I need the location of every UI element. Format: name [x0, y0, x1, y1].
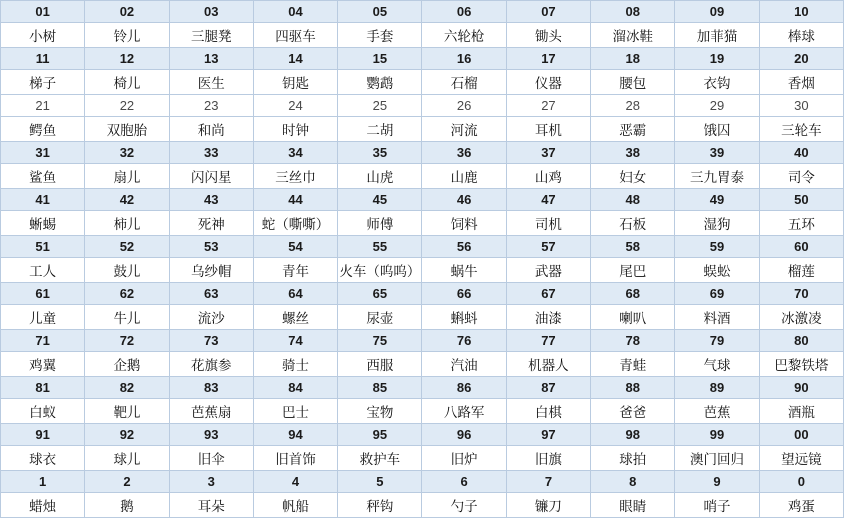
- number-cell: 05: [338, 1, 422, 23]
- number-cell: 08: [591, 1, 675, 23]
- number-cell: 97: [506, 424, 590, 446]
- number-cell: 8: [591, 471, 675, 493]
- number-cell: 1: [1, 471, 85, 493]
- number-cell: 80: [759, 330, 843, 352]
- number-cell: 74: [253, 330, 337, 352]
- number-cell: 62: [85, 283, 169, 305]
- number-cell: 87: [506, 377, 590, 399]
- number-cell: 95: [338, 424, 422, 446]
- word-cell: 汽油: [422, 352, 506, 377]
- word-cell: 哨子: [675, 493, 759, 518]
- word-cell: 榴莲: [759, 258, 843, 283]
- word-cell: 帆船: [253, 493, 337, 518]
- number-cell: 26: [422, 95, 506, 117]
- word-cell: 气球: [675, 352, 759, 377]
- number-row: [1, 142, 844, 164]
- word-cell: 巴士: [253, 399, 337, 424]
- word-cell: 闪闪星: [169, 164, 253, 189]
- word-cell: 蜗牛: [422, 258, 506, 283]
- number-cell: 43: [169, 189, 253, 211]
- word-cell: 饿囚: [675, 117, 759, 142]
- number-row: [1, 189, 844, 211]
- word-cell: 山鸡: [506, 164, 590, 189]
- word-cell: 椅儿: [85, 70, 169, 95]
- word-cell: 双胞胎: [85, 117, 169, 142]
- word-cell: 香烟: [759, 70, 843, 95]
- number-cell: 2: [85, 471, 169, 493]
- number-cell: 21: [1, 95, 85, 117]
- word-cell: 山虎: [338, 164, 422, 189]
- number-cell: 58: [591, 236, 675, 258]
- word-cell: 四驱车: [253, 23, 337, 48]
- number-cell: 61: [1, 283, 85, 305]
- number-cell: 36: [422, 142, 506, 164]
- word-cell: 蜈蚣: [675, 258, 759, 283]
- number-cell: 59: [675, 236, 759, 258]
- number-cell: 11: [1, 48, 85, 70]
- word-cell: 石板: [591, 211, 675, 236]
- word-cell: 扇儿: [85, 164, 169, 189]
- number-cell: 04: [253, 1, 337, 23]
- number-cell: 50: [759, 189, 843, 211]
- number-cell: 33: [169, 142, 253, 164]
- number-cell: 07: [506, 1, 590, 23]
- number-cell: 91: [1, 424, 85, 446]
- number-cell: 10: [759, 1, 843, 23]
- number-cell: 85: [338, 377, 422, 399]
- word-cell: 企鹅: [85, 352, 169, 377]
- number-cell: 42: [85, 189, 169, 211]
- word-cell: 蛇（嘶嘶）: [253, 211, 337, 236]
- word-row: [1, 352, 844, 377]
- number-cell: 90: [759, 377, 843, 399]
- number-cell: 39: [675, 142, 759, 164]
- word-cell: 小树: [1, 23, 85, 48]
- number-cell: 37: [506, 142, 590, 164]
- word-cell: 司令: [759, 164, 843, 189]
- number-row: [1, 471, 844, 493]
- number-cell: 27: [506, 95, 590, 117]
- table-body: [1, 1, 844, 518]
- word-cell: 油漆: [506, 305, 590, 330]
- word-cell: 三丝巾: [253, 164, 337, 189]
- word-cell: 蝌蚪: [422, 305, 506, 330]
- number-cell: 63: [169, 283, 253, 305]
- word-row: [1, 258, 844, 283]
- number-cell: 51: [1, 236, 85, 258]
- number-cell: 84: [253, 377, 337, 399]
- word-cell: 冰激凌: [759, 305, 843, 330]
- number-cell: 81: [1, 377, 85, 399]
- word-cell: 儿童: [1, 305, 85, 330]
- word-cell: 流沙: [169, 305, 253, 330]
- number-row: [1, 377, 844, 399]
- number-cell: 68: [591, 283, 675, 305]
- word-cell: 腰包: [591, 70, 675, 95]
- number-cell: 12: [85, 48, 169, 70]
- number-cell: 34: [253, 142, 337, 164]
- word-cell: 司机: [506, 211, 590, 236]
- number-cell: 94: [253, 424, 337, 446]
- word-cell: 加菲猫: [675, 23, 759, 48]
- number-cell: 71: [1, 330, 85, 352]
- word-cell: 三轮车: [759, 117, 843, 142]
- word-cell: 旧首饰: [253, 446, 337, 471]
- number-cell: 76: [422, 330, 506, 352]
- word-cell: 死神: [169, 211, 253, 236]
- number-cell: 89: [675, 377, 759, 399]
- number-cell: 24: [253, 95, 337, 117]
- word-cell: 鸡翼: [1, 352, 85, 377]
- word-cell: 芭蕉扇: [169, 399, 253, 424]
- number-cell: 55: [338, 236, 422, 258]
- word-cell: 梯子: [1, 70, 85, 95]
- word-cell: 牛儿: [85, 305, 169, 330]
- word-cell: 柿儿: [85, 211, 169, 236]
- word-row: [1, 211, 844, 236]
- word-cell: 妇女: [591, 164, 675, 189]
- number-cell: 03: [169, 1, 253, 23]
- number-cell: 32: [85, 142, 169, 164]
- word-row: [1, 305, 844, 330]
- number-row: [1, 283, 844, 305]
- word-row: [1, 493, 844, 518]
- number-cell: 96: [422, 424, 506, 446]
- word-cell: 花旗参: [169, 352, 253, 377]
- number-cell: 54: [253, 236, 337, 258]
- word-cell: 湿狗: [675, 211, 759, 236]
- word-cell: 旧旗: [506, 446, 590, 471]
- word-cell: 喇叭: [591, 305, 675, 330]
- word-cell: 蜡烛: [1, 493, 85, 518]
- word-cell: 青蛙: [591, 352, 675, 377]
- word-cell: 仪器: [506, 70, 590, 95]
- word-cell: 手套: [338, 23, 422, 48]
- number-cell: 92: [85, 424, 169, 446]
- number-cell: 17: [506, 48, 590, 70]
- word-cell: 山鹿: [422, 164, 506, 189]
- word-cell: 青年: [253, 258, 337, 283]
- word-cell: 救护车: [338, 446, 422, 471]
- number-cell: 3: [169, 471, 253, 493]
- number-cell: 41: [1, 189, 85, 211]
- word-cell: 酒瓶: [759, 399, 843, 424]
- number-cell: 70: [759, 283, 843, 305]
- word-cell: 螺丝: [253, 305, 337, 330]
- word-cell: 球拍: [591, 446, 675, 471]
- word-cell: 尾巴: [591, 258, 675, 283]
- number-cell: 16: [422, 48, 506, 70]
- word-cell: 望远镜: [759, 446, 843, 471]
- number-cell: 73: [169, 330, 253, 352]
- word-cell: 八路军: [422, 399, 506, 424]
- number-cell: 00: [759, 424, 843, 446]
- word-cell: 鹅: [85, 493, 169, 518]
- word-cell: 眼睛: [591, 493, 675, 518]
- number-cell: 60: [759, 236, 843, 258]
- word-cell: 棒球: [759, 23, 843, 48]
- number-cell: 9: [675, 471, 759, 493]
- word-cell: 五环: [759, 211, 843, 236]
- word-cell: 芭蕉: [675, 399, 759, 424]
- word-row: [1, 23, 844, 48]
- number-cell: 40: [759, 142, 843, 164]
- word-cell: 火车（呜呜）: [338, 258, 422, 283]
- word-row: [1, 70, 844, 95]
- number-cell: 46: [422, 189, 506, 211]
- number-cell: 28: [591, 95, 675, 117]
- word-cell: 白棋: [506, 399, 590, 424]
- number-row: [1, 236, 844, 258]
- word-cell: 工人: [1, 258, 85, 283]
- number-cell: 79: [675, 330, 759, 352]
- number-cell: 83: [169, 377, 253, 399]
- word-cell: 西服: [338, 352, 422, 377]
- word-cell: 武器: [506, 258, 590, 283]
- number-cell: 38: [591, 142, 675, 164]
- number-cell: 48: [591, 189, 675, 211]
- word-cell: 白蚁: [1, 399, 85, 424]
- word-row: [1, 117, 844, 142]
- number-cell: 77: [506, 330, 590, 352]
- number-cell: 75: [338, 330, 422, 352]
- word-row: [1, 399, 844, 424]
- number-row: [1, 48, 844, 70]
- word-cell: 球衣: [1, 446, 85, 471]
- word-cell: 饲料: [422, 211, 506, 236]
- word-cell: 骑士: [253, 352, 337, 377]
- word-cell: 巴黎铁塔: [759, 352, 843, 377]
- word-cell: 料酒: [675, 305, 759, 330]
- number-cell: 56: [422, 236, 506, 258]
- word-cell: 鲨鱼: [1, 164, 85, 189]
- word-row: [1, 446, 844, 471]
- number-cell: 0: [759, 471, 843, 493]
- number-cell: 57: [506, 236, 590, 258]
- word-cell: 澳门回归: [675, 446, 759, 471]
- word-row: [1, 164, 844, 189]
- word-cell: 球儿: [85, 446, 169, 471]
- word-cell: 石榴: [422, 70, 506, 95]
- word-cell: 蜥蜴: [1, 211, 85, 236]
- number-cell: 22: [85, 95, 169, 117]
- word-cell: 鼓儿: [85, 258, 169, 283]
- number-cell: 7: [506, 471, 590, 493]
- word-cell: 二胡: [338, 117, 422, 142]
- number-row: [1, 95, 844, 117]
- word-cell: 尿壶: [338, 305, 422, 330]
- number-cell: 44: [253, 189, 337, 211]
- word-cell: 爸爸: [591, 399, 675, 424]
- word-cell: 三腿凳: [169, 23, 253, 48]
- number-cell: 09: [675, 1, 759, 23]
- word-cell: 鳄鱼: [1, 117, 85, 142]
- word-cell: 旧伞: [169, 446, 253, 471]
- number-row: [1, 330, 844, 352]
- number-row: [1, 1, 844, 23]
- number-cell: 25: [338, 95, 422, 117]
- number-cell: 67: [506, 283, 590, 305]
- number-cell: 65: [338, 283, 422, 305]
- word-cell: 靶儿: [85, 399, 169, 424]
- word-cell: 秤钩: [338, 493, 422, 518]
- number-cell: 02: [85, 1, 169, 23]
- number-cell: 30: [759, 95, 843, 117]
- word-cell: 勺子: [422, 493, 506, 518]
- word-cell: 衣钩: [675, 70, 759, 95]
- word-cell: 钥匙: [253, 70, 337, 95]
- number-cell: 88: [591, 377, 675, 399]
- number-cell: 64: [253, 283, 337, 305]
- number-cell: 29: [675, 95, 759, 117]
- number-cell: 98: [591, 424, 675, 446]
- word-cell: 三九胃泰: [675, 164, 759, 189]
- word-cell: 时钟: [253, 117, 337, 142]
- word-cell: 河流: [422, 117, 506, 142]
- number-cell: 47: [506, 189, 590, 211]
- number-cell: 35: [338, 142, 422, 164]
- number-cell: 66: [422, 283, 506, 305]
- word-cell: 锄头: [506, 23, 590, 48]
- number-cell: 01: [1, 1, 85, 23]
- number-cell: 52: [85, 236, 169, 258]
- number-cell: 99: [675, 424, 759, 446]
- word-cell: 恶霸: [591, 117, 675, 142]
- word-cell: 镰刀: [506, 493, 590, 518]
- word-cell: 旧炉: [422, 446, 506, 471]
- word-cell: 耳朵: [169, 493, 253, 518]
- number-cell: 93: [169, 424, 253, 446]
- number-cell: 53: [169, 236, 253, 258]
- number-cell: 6: [422, 471, 506, 493]
- number-cell: 06: [422, 1, 506, 23]
- number-cell: 31: [1, 142, 85, 164]
- word-cell: 医生: [169, 70, 253, 95]
- number-cell: 14: [253, 48, 337, 70]
- word-cell: 溜冰鞋: [591, 23, 675, 48]
- word-cell: 耳机: [506, 117, 590, 142]
- word-cell: 鸡蛋: [759, 493, 843, 518]
- word-cell: 乌纱帽: [169, 258, 253, 283]
- number-cell: 23: [169, 95, 253, 117]
- number-cell: 82: [85, 377, 169, 399]
- number-cell: 20: [759, 48, 843, 70]
- word-cell: 六轮枪: [422, 23, 506, 48]
- number-cell: 18: [591, 48, 675, 70]
- word-cell: 机器人: [506, 352, 590, 377]
- number-cell: 19: [675, 48, 759, 70]
- number-cell: 69: [675, 283, 759, 305]
- word-cell: 鹦鹉: [338, 70, 422, 95]
- word-cell: 铃儿: [85, 23, 169, 48]
- number-row: [1, 424, 844, 446]
- word-cell: 宝物: [338, 399, 422, 424]
- number-cell: 72: [85, 330, 169, 352]
- number-cell: 86: [422, 377, 506, 399]
- number-cell: 49: [675, 189, 759, 211]
- number-cell: 15: [338, 48, 422, 70]
- number-cell: 4: [253, 471, 337, 493]
- word-cell: 和尚: [169, 117, 253, 142]
- number-cell: 45: [338, 189, 422, 211]
- number-cell: 13: [169, 48, 253, 70]
- number-cell: 78: [591, 330, 675, 352]
- number-cell: 5: [338, 471, 422, 493]
- word-cell: 师傅: [338, 211, 422, 236]
